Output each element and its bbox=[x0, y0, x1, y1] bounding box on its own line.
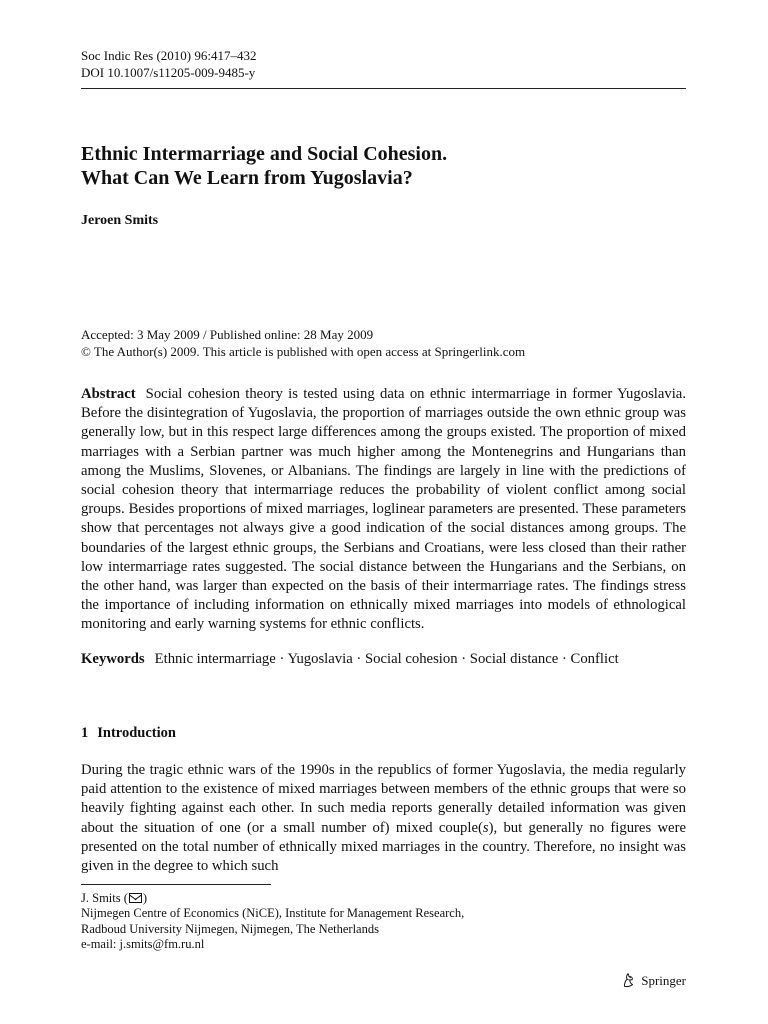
footnote-author bbox=[81, 891, 464, 906]
envelope-icon bbox=[129, 893, 142, 903]
abstract-label: Abstract bbox=[81, 386, 136, 402]
keywords-label: Keywords bbox=[81, 651, 145, 667]
section-title: Introduction bbox=[97, 725, 176, 741]
footnote-affiliation-1: Nijmegen Centre of Economics (NiCE), Institute for Management Research, bbox=[81, 906, 465, 921]
footnote-affiliation-2: Radboud University Nijmegen, Nijmegen, The Netherlands bbox=[81, 921, 379, 936]
intro-italic-s: s bbox=[482, 819, 489, 836]
title-line-1: Ethnic Intermarriage and Social Cohesion. bbox=[81, 143, 448, 165]
author-name: Jeroen Smits bbox=[81, 213, 159, 228]
journal-reference bbox=[81, 47, 256, 81]
intro-text-part-1: During the tragic ethnic wars of the 1990s in the republics of former Yugoslavia, the media regularly paid attention to the existence of mixed marriages between members of the ethnic groups that were so heavily fighting against each other. In such media reports generally detailed information was given about the situation of one (or a small number of) mixed couple( bbox=[81, 762, 686, 836]
introduction-paragraph bbox=[81, 761, 686, 876]
springer-horse-icon bbox=[619, 971, 637, 989]
abstract-text: Social cohesion theory is tested using data on ethnic intermarriage in former Yugoslavia. Before the disintegration of Yugoslavia, the proportion of marriages outside the own ethnic group was generally low, but in this respect large differences among the groups existed. The proportion of mixed marriages with a Serbian partner was much higher among the Montenegrins and Hungarians than among the Muslims, Slovenes, or Albanians. The findings are largely in line with the predictions of social cohesion theory that intermarriage reduces the probability of violent conflict among social groups. Besides proportions of mixed marriages, loglinear parameters are presented. These parameters show that percentages not always give a good indication of the social distances among groups. The boundaries of the largest ethnic groups, the Serbians and Croatians, were less closed than their rather low intermarriage rates suggested. The social distance between the Hungarians and the Serbians, on the other hand, was larger than expected on the basis of their intermarriage rates. The findings stress the importance of including information on ethnically mixed marriages into models of ethnological monitoring and early warning systems for ethnic conflicts. bbox=[81, 386, 686, 633]
intro-text-part-2: ), but generally no figures were presented on the total number of ethnically mixed marriages in the country. Therefore, no insight was given in the degree to which such bbox=[81, 819, 686, 875]
footnote-email[interactable]: e-mail: j.smits@fm.ru.nl bbox=[81, 937, 205, 952]
footnote-rule bbox=[81, 884, 271, 885]
publisher-logo bbox=[619, 971, 686, 989]
doi-link[interactable]: DOI 10.1007/s11205-009-9485-y bbox=[81, 65, 256, 80]
copyright-notice: © The Author(s) 2009. This article is published with open access at Springerlink.com bbox=[81, 344, 526, 359]
header-rule bbox=[81, 88, 686, 89]
title-line-2: What Can We Learn from Yugoslavia? bbox=[81, 167, 413, 189]
keywords-text: Ethnic intermarriage · Yugoslavia · Social cohesion · Social distance · Conflict bbox=[154, 651, 619, 667]
abstract bbox=[81, 385, 686, 635]
footnote-name-prefix: J. Smits ( bbox=[81, 891, 128, 905]
publication-dates: Accepted: 3 May 2009 / Published online: 28 May 2009 bbox=[81, 327, 374, 342]
footnote-name-suffix: ) bbox=[142, 891, 148, 905]
journal-citation: Soc Indic Res (2010) 96:417–432 bbox=[81, 48, 257, 63]
keywords bbox=[81, 650, 686, 669]
section-number: 1 bbox=[81, 725, 89, 741]
article-title bbox=[81, 142, 686, 190]
publication-info bbox=[81, 326, 525, 360]
section-heading-introduction bbox=[81, 724, 176, 743]
author-footnote bbox=[81, 891, 464, 953]
publisher-name: Springer bbox=[641, 972, 686, 988]
